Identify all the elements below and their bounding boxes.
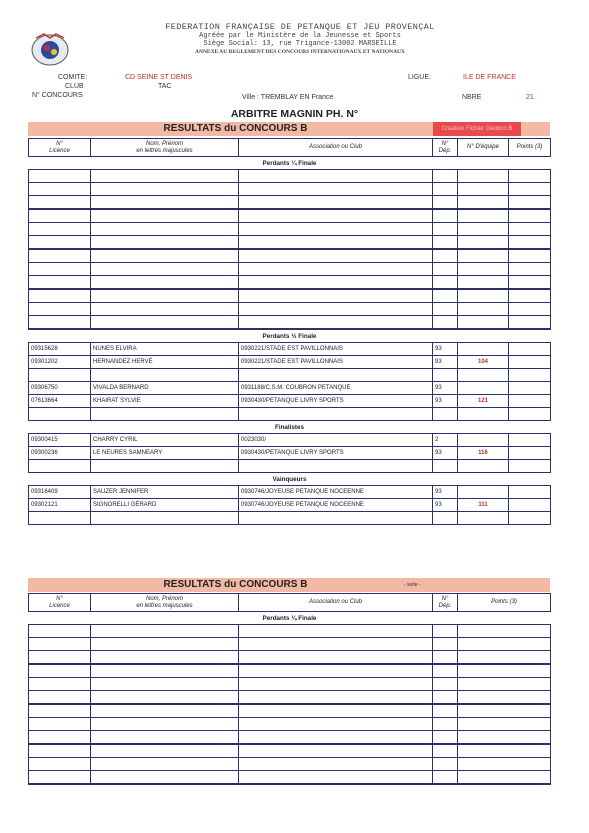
col-licence-2: N° Licence [29, 594, 91, 612]
col-nom-2: Nom, Prénom en lettres majuscules [91, 594, 239, 612]
nom-cell[interactable]: SIGNORELLI GÉRARD [91, 499, 239, 512]
table-cell[interactable] [509, 170, 551, 183]
table-row [29, 382, 551, 395]
club-cell[interactable]: 0023030/ [239, 434, 433, 447]
table-cell[interactable] [239, 704, 433, 718]
dep-cell[interactable] [433, 408, 458, 421]
section-title: Perdants ¼ Finale [29, 157, 551, 170]
points-cell[interactable] [509, 356, 551, 369]
table-cell[interactable] [239, 744, 433, 758]
table-cell[interactable] [433, 638, 458, 651]
equipe-points-cell[interactable] [458, 369, 509, 382]
create-file-button[interactable]: Creation Fichier Geobco B [433, 122, 521, 136]
org-line1: FEDERATION FRANÇAISE DE PETANQUE ET JEU PROVENÇAL [165, 22, 435, 32]
table-cell[interactable] [239, 236, 433, 250]
nbre-label: NBRE [462, 94, 482, 101]
licence-cell[interactable]: 09302121 [29, 499, 91, 512]
table-cell[interactable] [91, 263, 239, 276]
table-cell[interactable] [458, 236, 509, 250]
table-cell[interactable] [29, 249, 91, 263]
dep-cell[interactable]: 93 [433, 382, 458, 395]
table-cell[interactable] [91, 731, 239, 745]
table-row [29, 434, 551, 447]
points-cell[interactable] [509, 460, 551, 473]
table-cell[interactable] [239, 651, 433, 665]
table-row [29, 486, 551, 499]
section-title-row [29, 612, 551, 625]
results-table-2 [28, 593, 551, 785]
licence-cell[interactable] [29, 512, 91, 525]
table-cell[interactable] [458, 625, 551, 638]
results-title-2: RESULTATS du CONCOURS B [163, 579, 308, 590]
comite-value: CD SEINE ST DENIS [125, 74, 193, 81]
points-cell[interactable] [509, 408, 551, 421]
table-cell[interactable] [458, 691, 551, 705]
table-cell[interactable] [91, 223, 239, 236]
table-cell[interactable] [91, 183, 239, 196]
table-row [29, 771, 551, 785]
nom-cell[interactable] [91, 512, 239, 525]
ligue-value: ILE DE FRANCE [463, 74, 516, 81]
table-cell[interactable] [509, 249, 551, 263]
table-cell[interactable] [91, 771, 239, 785]
table-cell[interactable] [239, 718, 433, 731]
club-label: CLUB [65, 83, 84, 90]
federation-logo-icon [30, 30, 70, 68]
dep-cell[interactable]: 2 [433, 434, 458, 447]
equipe-points-cell[interactable]: 116 [458, 447, 509, 460]
table-cell[interactable] [29, 731, 91, 745]
club-cell[interactable]: 0930746/JOYEUSE PETANQUE NOCEENNE [239, 486, 433, 499]
table-cell[interactable] [239, 678, 433, 691]
table-row [29, 744, 551, 758]
table-row [29, 664, 551, 678]
table-row [29, 183, 551, 196]
table-cell[interactable] [239, 664, 433, 678]
table-cell[interactable] [433, 303, 458, 316]
nom-cell[interactable]: VIVALDA BERNARD [91, 382, 239, 395]
col-dep: N° Dép. [433, 139, 458, 157]
table-cell[interactable] [29, 223, 91, 236]
table-cell[interactable] [458, 704, 551, 718]
table-cell[interactable] [458, 718, 551, 731]
table-row [29, 691, 551, 705]
table-cell[interactable] [29, 303, 91, 316]
table-cell[interactable] [458, 678, 551, 691]
table-cell[interactable] [458, 731, 551, 745]
equipe-points-cell[interactable] [458, 382, 509, 395]
table-cell[interactable] [239, 276, 433, 290]
table-cell[interactable] [433, 289, 458, 303]
table-cell[interactable] [239, 289, 433, 303]
licence-cell[interactable] [29, 460, 91, 473]
table-cell[interactable] [509, 223, 551, 236]
table-row [29, 263, 551, 276]
table-cell[interactable] [29, 209, 91, 223]
licence-cell[interactable]: 09315628 [29, 343, 91, 356]
table-cell[interactable] [91, 704, 239, 718]
arbitre-line: ARBITRE MAGNIN PH. N° [230, 108, 359, 120]
table-row [29, 369, 551, 382]
club-cell[interactable] [239, 408, 433, 421]
org-line2: Agréée par le Ministère de la Jeunesse et Sports [199, 32, 401, 40]
table-row [29, 625, 551, 638]
table-cell[interactable] [433, 744, 458, 758]
nom-cell[interactable]: CHARRY CYRIL [91, 434, 239, 447]
table-cell[interactable] [29, 744, 91, 758]
table-cell[interactable] [458, 638, 551, 651]
table-row [29, 651, 551, 665]
table-cell[interactable] [433, 276, 458, 290]
table-cell[interactable] [239, 263, 433, 276]
table-row [29, 356, 551, 369]
table-cell[interactable] [433, 183, 458, 196]
table-cell[interactable] [29, 183, 91, 196]
table-cell[interactable] [29, 718, 91, 731]
table-cell[interactable] [239, 638, 433, 651]
table-row [29, 460, 551, 473]
table-cell[interactable] [91, 249, 239, 263]
section-title-row [29, 329, 551, 343]
results-title-bar-2 [28, 578, 550, 592]
table-row [29, 343, 551, 356]
licence-cell[interactable]: 07613664 [29, 395, 91, 408]
dep-cell[interactable]: 93 [433, 395, 458, 408]
table-row [29, 316, 551, 330]
table-cell[interactable] [29, 638, 91, 651]
table-header-row [29, 139, 551, 157]
points-cell[interactable] [509, 486, 551, 499]
points-cell[interactable] [509, 343, 551, 356]
dep-cell[interactable] [433, 369, 458, 382]
licence-cell[interactable]: 09316409 [29, 486, 91, 499]
col-licence: N° Licence [29, 139, 91, 157]
equipe-points-cell[interactable] [458, 343, 509, 356]
equipe-points-cell[interactable] [458, 408, 509, 421]
dep-cell[interactable]: 93 [433, 343, 458, 356]
licence-cell[interactable]: 09301202 [29, 356, 91, 369]
equipe-points-cell[interactable] [458, 512, 509, 525]
points-cell[interactable] [509, 434, 551, 447]
club-cell[interactable]: 0930430/PETANQUE LIVRY SPORTS [239, 395, 433, 408]
table-cell[interactable] [458, 651, 551, 665]
table-cell[interactable] [91, 303, 239, 316]
table-cell[interactable] [29, 664, 91, 678]
table-cell[interactable] [91, 718, 239, 731]
table-cell[interactable] [433, 651, 458, 665]
table-cell[interactable] [239, 183, 433, 196]
table-cell[interactable] [433, 678, 458, 691]
table-cell[interactable] [433, 625, 458, 638]
points-cell[interactable] [509, 369, 551, 382]
table-cell[interactable] [91, 638, 239, 651]
table-cell[interactable] [239, 303, 433, 316]
table-cell[interactable] [458, 303, 509, 316]
table-row [29, 512, 551, 525]
table-cell[interactable] [29, 704, 91, 718]
table-cell[interactable] [29, 691, 91, 705]
nom-cell[interactable]: NUNES ELVIRA [91, 343, 239, 356]
table-row [29, 447, 551, 460]
club-cell[interactable] [239, 460, 433, 473]
table-row [29, 209, 551, 223]
table-cell[interactable] [91, 744, 239, 758]
points-cell[interactable] [509, 382, 551, 395]
table-cell[interactable] [509, 289, 551, 303]
section-title: Perdants ⅛ Finale [29, 612, 551, 625]
table-cell[interactable] [239, 316, 433, 330]
table-cell[interactable] [458, 758, 551, 771]
table-row [29, 303, 551, 316]
table-cell[interactable] [458, 183, 509, 196]
table-row [29, 289, 551, 303]
table-cell[interactable] [433, 718, 458, 731]
club-value: TAC [158, 83, 172, 90]
dep-cell[interactable] [433, 460, 458, 473]
table-cell[interactable] [239, 771, 433, 785]
equipe-points-cell[interactable] [458, 460, 509, 473]
table-cell[interactable] [458, 263, 509, 276]
table-cell[interactable] [239, 625, 433, 638]
table-row [29, 170, 551, 183]
table-cell[interactable] [239, 249, 433, 263]
table-cell[interactable] [433, 223, 458, 236]
col-dep-2: N° Dép. [433, 594, 458, 612]
table-cell[interactable] [458, 289, 509, 303]
table-cell[interactable] [458, 316, 509, 330]
table-cell[interactable] [433, 170, 458, 183]
table-cell[interactable] [91, 170, 239, 183]
table-cell[interactable] [458, 223, 509, 236]
section-title-row [29, 421, 551, 434]
table-cell[interactable] [433, 263, 458, 276]
table-cell[interactable] [91, 758, 239, 771]
table-cell[interactable] [91, 289, 239, 303]
table-cell[interactable] [91, 678, 239, 691]
nom-cell[interactable]: HERNANDEZ HERVÉ [91, 356, 239, 369]
dep-cell[interactable]: 93 [433, 499, 458, 512]
table-cell[interactable] [433, 691, 458, 705]
club-cell[interactable]: 0931188/C.S.M. COUBRON PETANQUE [239, 382, 433, 395]
table-cell[interactable] [239, 209, 433, 223]
club-cell[interactable] [239, 512, 433, 525]
table-cell[interactable] [509, 316, 551, 330]
section-title-row [29, 157, 551, 170]
col-points: Points (3) [509, 139, 551, 157]
table-cell[interactable] [433, 664, 458, 678]
table-cell[interactable] [29, 170, 91, 183]
section-title: Vainqueurs [29, 473, 551, 486]
section-title: Finalistes [29, 421, 551, 434]
dep-cell[interactable]: 93 [433, 356, 458, 369]
points-cell[interactable] [509, 447, 551, 460]
nom-cell[interactable]: SAUZER JENNIFER [91, 486, 239, 499]
ville-text: Ville : TREMBLAY EN France [242, 94, 334, 101]
table-cell[interactable] [509, 183, 551, 196]
table-cell[interactable] [433, 771, 458, 785]
suite-label: - suite - [404, 582, 421, 588]
table-row [29, 249, 551, 263]
table-cell[interactable] [509, 236, 551, 250]
table-cell[interactable] [509, 209, 551, 223]
results-table [28, 138, 551, 525]
table-cell[interactable] [91, 276, 239, 290]
table-cell[interactable] [239, 731, 433, 745]
licence-cell[interactable]: 09300236 [29, 447, 91, 460]
dep-cell[interactable]: 93 [433, 447, 458, 460]
table-cell[interactable] [29, 276, 91, 290]
table-cell[interactable] [458, 744, 551, 758]
table-cell[interactable] [509, 263, 551, 276]
equipe-points-cell[interactable] [458, 434, 509, 447]
table-cell[interactable] [509, 303, 551, 316]
table-row [29, 638, 551, 651]
club-cell[interactable]: 0930221/STADE EST PAVILLONNAIS [239, 356, 433, 369]
points-cell[interactable] [509, 512, 551, 525]
ligue-label: LIGUE: [408, 74, 431, 81]
table-cell[interactable] [458, 209, 509, 223]
table-cell[interactable] [458, 276, 509, 290]
table-cell[interactable] [29, 651, 91, 665]
table-header-row-2 [29, 594, 551, 612]
table-cell[interactable] [29, 625, 91, 638]
licence-cell[interactable]: 09300415 [29, 434, 91, 447]
table-row [29, 758, 551, 771]
dep-cell[interactable]: 93 [433, 486, 458, 499]
table-cell[interactable] [433, 209, 458, 223]
points-cell[interactable] [509, 499, 551, 512]
table-cell[interactable] [433, 704, 458, 718]
table-row [29, 196, 551, 210]
table-cell[interactable] [458, 249, 509, 263]
table-row [29, 718, 551, 731]
table-cell[interactable] [509, 276, 551, 290]
results-title: RESULTATS du CONCOURS B [163, 123, 308, 134]
equipe-points-cell[interactable]: 121 [458, 395, 509, 408]
points-cell[interactable] [509, 395, 551, 408]
table-cell[interactable] [91, 664, 239, 678]
table-cell[interactable] [29, 316, 91, 330]
col-association-2: Association ou Club [239, 594, 433, 612]
licence-cell[interactable]: 09306750 [29, 382, 91, 395]
equipe-points-cell[interactable] [458, 486, 509, 499]
nom-cell[interactable]: LE NEURES SAMNEARY [91, 447, 239, 460]
table-cell[interactable] [239, 196, 433, 210]
table-cell[interactable] [29, 263, 91, 276]
table-cell[interactable] [458, 664, 551, 678]
table-row [29, 236, 551, 250]
nom-cell[interactable] [91, 369, 239, 382]
table-row [29, 223, 551, 236]
nom-cell[interactable] [91, 408, 239, 421]
col-points-2: Points (3) [458, 594, 551, 612]
table-cell[interactable] [433, 249, 458, 263]
section-title: Perdants ½ Finale [29, 329, 551, 343]
org-line3: Siège Social: 13, rue Trigance-13002 MARSEILLE [203, 40, 397, 48]
table-cell[interactable] [29, 758, 91, 771]
table-cell[interactable] [29, 771, 91, 785]
col-nom: Nom, Prénom en lettres majuscules [91, 139, 239, 157]
club-cell[interactable]: 0930430/PETANQUE LIVRY SPORTS [239, 447, 433, 460]
table-cell[interactable] [91, 209, 239, 223]
nconcours-label: N° CONCOURS [32, 92, 83, 99]
table-row [29, 704, 551, 718]
table-cell[interactable] [29, 289, 91, 303]
dep-cell[interactable] [433, 512, 458, 525]
table-cell[interactable] [458, 196, 509, 210]
table-row [29, 395, 551, 408]
table-cell[interactable] [91, 196, 239, 210]
comite-label: COMITE: [58, 74, 88, 81]
table-cell[interactable] [433, 236, 458, 250]
table-cell[interactable] [29, 678, 91, 691]
table-cell[interactable] [509, 196, 551, 210]
table-cell[interactable] [239, 691, 433, 705]
equipe-points-cell[interactable]: 111 [458, 499, 509, 512]
table-row [29, 731, 551, 745]
table-row [29, 499, 551, 512]
club-cell[interactable]: 0930221/STADE EST PAVILLONNAIS [239, 343, 433, 356]
col-equipe: N° D'équipe [458, 139, 509, 157]
table-cell[interactable] [458, 170, 509, 183]
table-cell[interactable] [433, 731, 458, 745]
org-line4: ANNEXE AU REGLEMENT DES CONCOURS INTERNATIONAUX ET NATIONAUX [195, 49, 405, 55]
table-cell[interactable] [29, 236, 91, 250]
col-association: Association ou Club [239, 139, 433, 157]
table-row [29, 408, 551, 421]
federation-heading [110, 22, 490, 56]
table-cell[interactable] [433, 758, 458, 771]
table-cell[interactable] [239, 758, 433, 771]
nom-cell[interactable]: KHAIRAT SYLVIE [91, 395, 239, 408]
equipe-points-cell[interactable]: 104 [458, 356, 509, 369]
table-cell[interactable] [458, 771, 551, 785]
section-title-row [29, 473, 551, 486]
nbre-value: 21 [526, 94, 534, 101]
table-cell[interactable] [239, 223, 433, 236]
club-cell[interactable]: 0930746/JOYEUSE PETANQUE NOCEENNE [239, 499, 433, 512]
table-cell[interactable] [91, 691, 239, 705]
table-cell[interactable] [91, 625, 239, 638]
table-cell[interactable] [91, 316, 239, 330]
table-row [29, 678, 551, 691]
table-cell[interactable] [433, 316, 458, 330]
table-cell[interactable] [91, 236, 239, 250]
table-row [29, 276, 551, 290]
club-cell[interactable] [239, 369, 433, 382]
table-cell[interactable] [91, 651, 239, 665]
table-cell[interactable] [433, 196, 458, 210]
licence-cell[interactable] [29, 369, 91, 382]
table-cell[interactable] [239, 170, 433, 183]
licence-cell[interactable] [29, 408, 91, 421]
table-cell[interactable] [29, 196, 91, 210]
nom-cell[interactable] [91, 460, 239, 473]
